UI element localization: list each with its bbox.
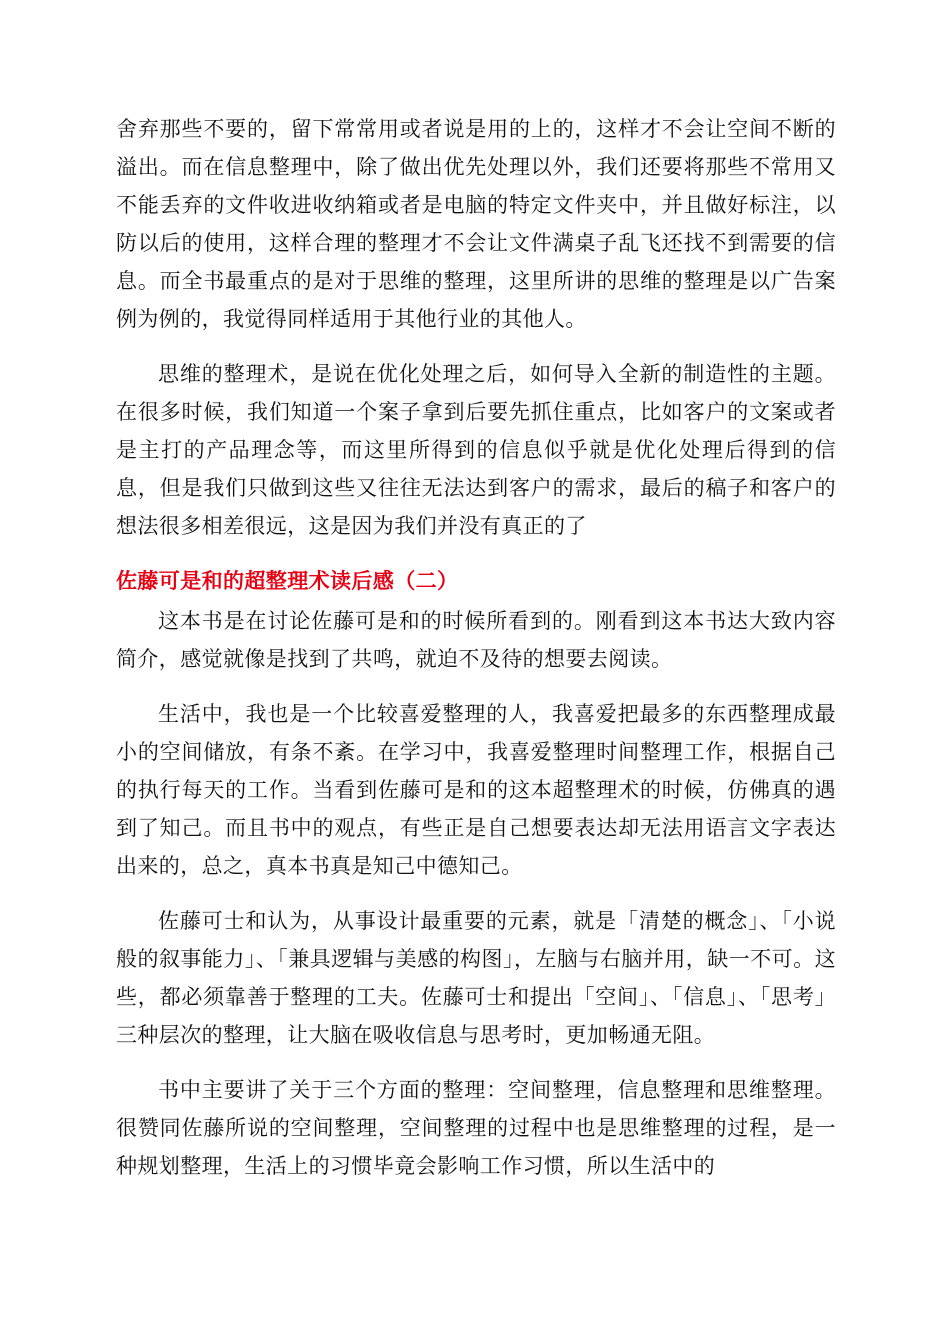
paragraph-book-intro: 这本书是在讨论佐藤可是和的时候所看到的。刚看到这本书达大致内容简介，感觉就像是找到了共鸣，就迫不及待的想要去阅读。 xyxy=(116,609,836,671)
document-body xyxy=(116,110,836,1202)
section-title: 佐藤可是和的超整理术读后感（二） xyxy=(116,569,459,593)
paragraph-design-elements: 佐藤可士和认为，从事设计最重要的元素，就是「清楚的概念」、「小说般的叙事能力」、「兼具逻辑与美感的构图」，左脑与右脑并用，缺一不可。这些，都必须靠善于整理的工夫。佐藤可士和提出「空间」、「信息」、「思考」三种层次的整理，让大脑在吸收信息与思考时，更加畅通无阻。 xyxy=(116,909,836,1047)
paragraph-thinking-organization: 思维的整理术，是说在优化处理之后，如何导入全新的制造性的主题。在很多时候，我们知道一个案子拿到后要先抓住重点，比如客户的文案或者是主打的产品理念等，而这里所得到的信息似乎就是优化处理后得到的信息，但是我们只做到这些又往往无法达到客户的需求，最后的稿子和客户的想法很多相差很远，这是因为我们并没有真正的了 xyxy=(116,362,836,538)
paragraph-three-aspects: 书中主要讲了关于三个方面的整理：空间整理，信息整理和思维整理。很赞同佐藤所说的空间整理，空间整理的过程中也是思维整理的过程，是一种规划整理，生活上的习惯毕竟会影响工作习惯，所以生活中的 xyxy=(116,1078,836,1178)
paragraph-continuation: 舍弃那些不要的，留下常常用或者说是用的上的，这样才不会让空间不断的溢出。而在信息整理中，除了做出优先处理以外，我们还要将那些不常用又不能丢弃的文件收进收纳箱或者是电脑的特定文件夹中，并且做好标注，以防以后的使用，这样合理的整理才不会让文件满桌子乱飞还找不到需要的信息。而全书最重点的是对于思维的整理，这里所讲的思维的整理是以广告案例为例的，我觉得同样适用于其他行业的其他人。 xyxy=(116,117,836,331)
paragraph-personal-habits: 生活中，我也是一个比较喜爱整理的人，我喜爱把最多的东西整理成最小的空间储放，有条不紊。在学习中，我喜爱整理时间整理工作，根据自己的执行每天的工作。当看到佐藤可是和的这本超整理术的时候，仿佛真的遇到了知己。而且书中的观点，有些正是自己想要表达却无法用语言文字表达出来的，总之，真本书真是知己中德知己。 xyxy=(116,702,836,878)
